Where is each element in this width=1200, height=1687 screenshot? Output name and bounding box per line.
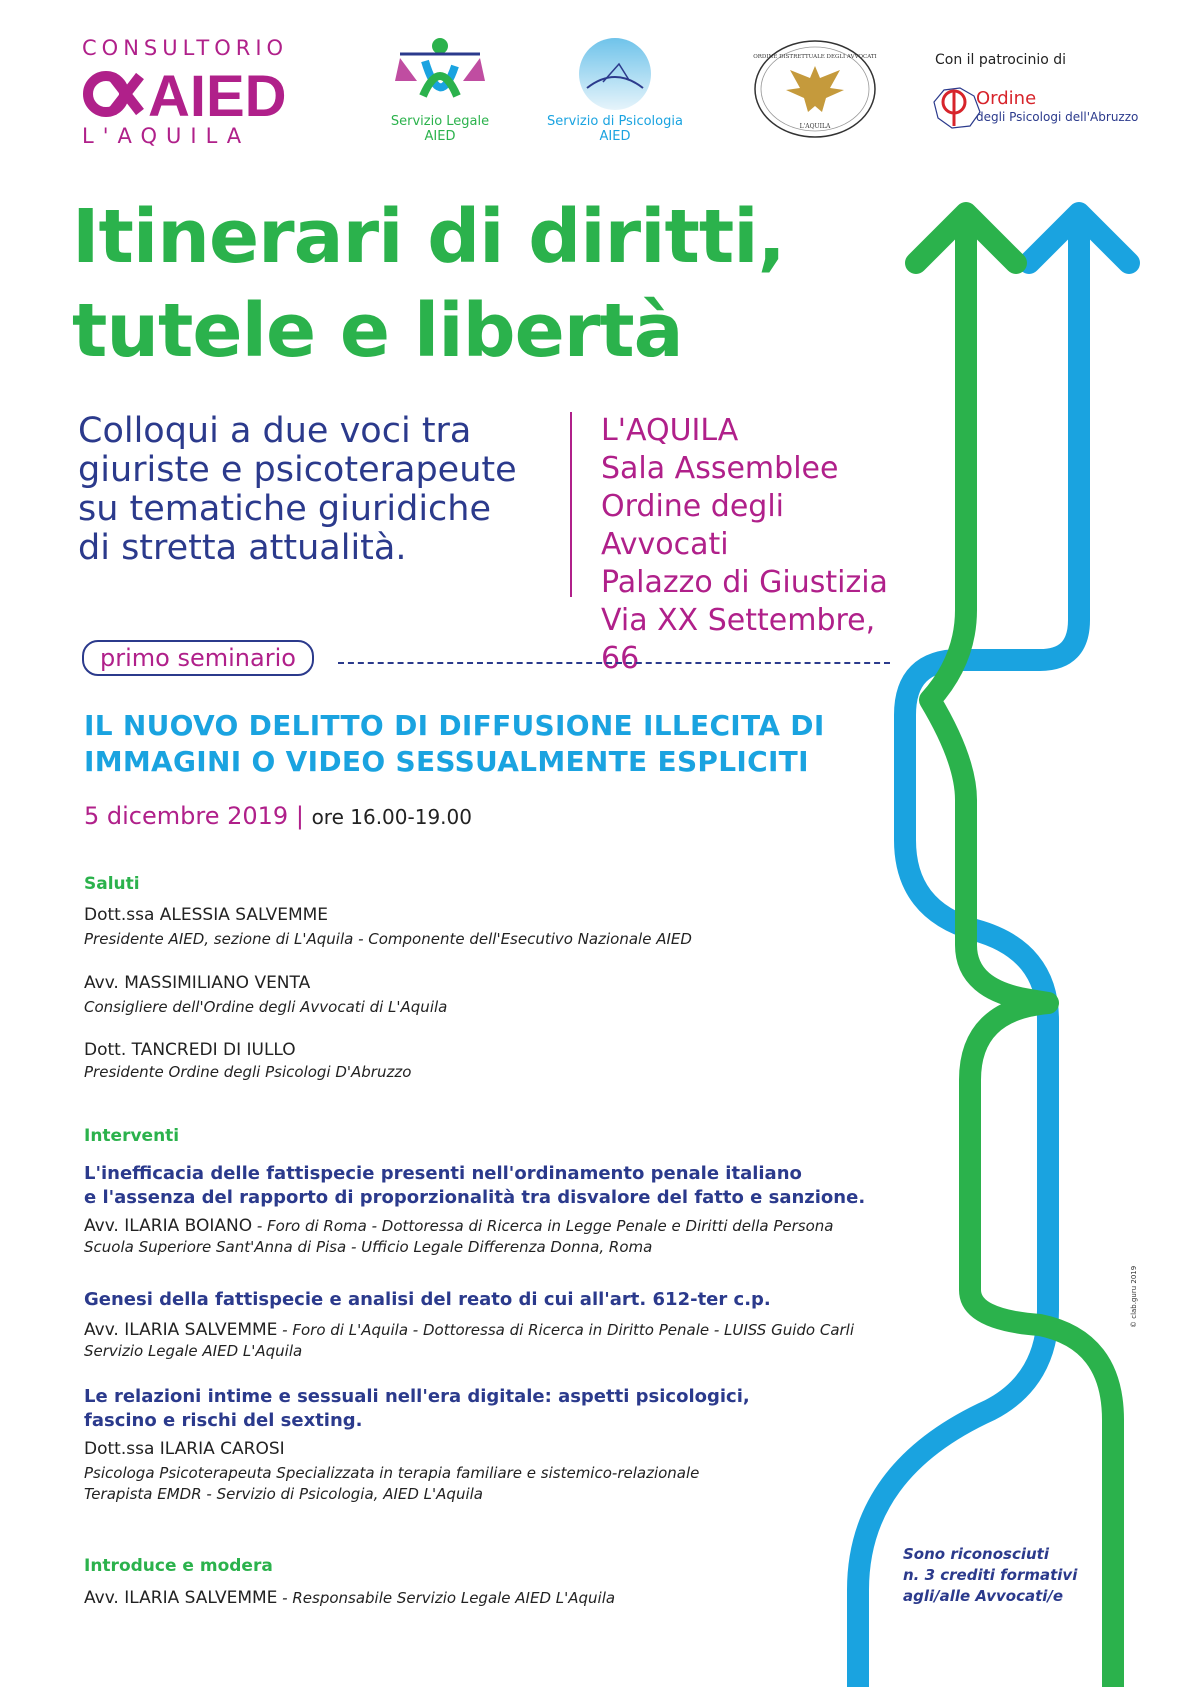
speaker-role-line2: Terapista EMDR - Servizio di Psicologia, AIED L'Aquila	[84, 1485, 483, 1503]
scales-icon	[395, 36, 485, 116]
person-name: MASSIMILIANO VENTA	[124, 973, 311, 993]
seminar-date: 5 dicembre 2019	[84, 802, 289, 830]
moderatore-heading: Introduce e modera	[84, 1556, 273, 1576]
venue-divider	[570, 412, 572, 597]
speaker-role-inline: - Foro di Roma - Dottoressa di Ricerca in Legge Penale e Diritti della Persona	[252, 1217, 834, 1235]
subtitle-line2: giuriste e psicoterapeute	[78, 450, 517, 490]
ordine-psicologi-line2: degli Psicologi dell'Abruzzo	[976, 110, 1139, 124]
servizio-legale-logo	[360, 36, 520, 156]
speaker-role-line2: Servizio Legale AIED L'Aquila	[84, 1342, 303, 1360]
dashed-rule	[338, 662, 890, 664]
servizio-psicologia-caption-2: AIED	[599, 129, 631, 144]
speaker-name: ILARIA BOIANO	[124, 1216, 253, 1236]
side-credit: © clab.guru 2019	[1130, 1265, 1138, 1328]
seminar-time: ore 16.00-19.00	[311, 805, 472, 829]
title-line1: Itinerari di diritti,	[72, 194, 785, 280]
servizio-psicologia-caption-1: Servizio di Psicologia	[547, 114, 683, 129]
talk-title-line2: e l'assenza del rapporto di proporzionalità tra disvalore del fatto e sanzione.	[84, 1187, 866, 1208]
aied-logo-mark	[82, 66, 302, 122]
talk-title-line2: fascino e rischi del sexting.	[84, 1410, 363, 1431]
moderatore-prefix: Avv.	[84, 1588, 125, 1608]
person-prefix: Avv.	[84, 973, 125, 993]
servizio-psicologia-logo	[535, 36, 695, 156]
seal-text-top: ORDINE DISTRETTUALE DEGLI AVVOCATI	[753, 54, 877, 60]
credits-line2: n. 3 crediti formativi	[903, 1566, 1078, 1584]
interventi-heading: Interventi	[84, 1126, 180, 1146]
talk-1	[84, 1162, 924, 1258]
subtitle-line4: di stretta attualità.	[78, 528, 407, 568]
patrocinio-label: Con il patrocinio di	[935, 52, 1067, 68]
talk-3	[84, 1385, 924, 1505]
servizio-legale-caption-1: Servizio Legale	[390, 114, 490, 129]
person-role: Presidente Ordine degli Psicologi D'Abruzzo	[84, 1063, 412, 1081]
title-line2: tutele e libertà	[72, 288, 683, 374]
subtitle-line1: Colloqui a due voci tra	[78, 411, 472, 451]
moderatore-role: - Responsabile Servizio Legale AIED L'Aquila	[277, 1589, 616, 1607]
speaker-prefix: Avv.	[84, 1216, 125, 1236]
talk-title-line1: Genesi della fattispecie e analisi del reato di cui all'art. 612-ter c.p.	[84, 1289, 771, 1310]
person-name: ALESSIA SALVEMME	[159, 905, 329, 925]
seminar-datetime	[84, 802, 472, 830]
saluti-heading: Saluti	[84, 874, 140, 894]
venue-line4: Palazzo di Giustizia	[601, 565, 888, 600]
saluti-person-3	[84, 1040, 864, 1083]
page-title	[72, 190, 922, 378]
ordine-psicologi-line1: Ordine	[976, 88, 1037, 109]
moderatore-name: ILARIA SALVEMME	[124, 1588, 278, 1608]
aied-logo	[82, 36, 322, 151]
date-separator: |	[295, 802, 304, 830]
talk-2	[84, 1288, 924, 1362]
venue-line2: Sala Assemblee	[601, 451, 839, 486]
person-role: Consigliere dell'Ordine degli Avvocati di L'Aquila	[84, 998, 448, 1016]
aied-logo-line1: CONSULTORIO	[82, 36, 289, 60]
seminar-title	[84, 708, 924, 780]
psicologia-icon	[575, 36, 655, 112]
moderatore-line	[84, 1588, 615, 1609]
servizio-legale-caption-2: AIED	[424, 129, 456, 144]
speaker-role-inline: - Foro di L'Aquila - Dottoressa di Ricerca in Diritto Penale - LUISS Guido Carli	[277, 1321, 855, 1339]
speaker-prefix: Avv.	[84, 1320, 125, 1340]
subtitle	[78, 412, 558, 568]
credits-line1: Sono riconosciuti	[903, 1545, 1049, 1563]
credits-note	[903, 1544, 1103, 1607]
ordine-avvocati-seal	[752, 38, 878, 140]
venue-line5: Via XX Settembre, 66	[601, 603, 876, 676]
aied-logo-line3: L'AQUILA	[82, 124, 251, 148]
venue-block	[601, 412, 921, 678]
person-name: TANCREDI DI IULLO	[131, 1040, 296, 1060]
venue-line1: L'AQUILA	[601, 413, 739, 448]
person-role: Presidente AIED, sezione di L'Aquila - Componente dell'Esecutivo Nazionale AIED	[84, 930, 692, 948]
saluti-person-1	[84, 905, 864, 950]
credits-line3: agli/alle Avvocati/e	[903, 1587, 1064, 1605]
talk-title-line1: Le relazioni intime e sessuali nell'era digitale: aspetti psicologici,	[84, 1386, 750, 1407]
talk-title-line1: L'inefficacia delle fattispecie presenti nell'ordinamento penale italiano	[84, 1163, 802, 1184]
subtitle-line3: su tematiche giuridiche	[78, 489, 492, 529]
ordine-psicologi-logo	[930, 82, 1160, 132]
seminar-title-line2: IMMAGINI O VIDEO SESSUALMENTE ESPLICITI	[84, 745, 809, 778]
venue-line3: Ordine degli Avvocati	[601, 489, 785, 562]
person-prefix: Dott.ssa	[84, 905, 160, 925]
speaker-name: ILARIA SALVEMME	[124, 1320, 278, 1340]
eagle-icon	[752, 38, 878, 140]
speaker-prefix: Dott.ssa	[84, 1439, 160, 1459]
seminar-title-line1: IL NUOVO DELITTO DI DIFFUSIONE ILLECITA DI	[84, 709, 825, 742]
seminar-pill: primo seminario	[82, 640, 314, 676]
speaker-name: ILARIA CAROSI	[159, 1439, 285, 1459]
speaker-role-line2: Scuola Superiore Sant'Anna di Pisa - Ufficio Legale Differenza Donna, Roma	[84, 1238, 653, 1256]
person-prefix: Dott.	[84, 1040, 132, 1060]
speaker-role-line1: Psicologa Psicoterapeuta Specializzata in terapia familiare e sistemico-relazionale	[84, 1464, 700, 1482]
seal-text-bottom: L'AQUILA	[799, 123, 831, 130]
saluti-person-2	[84, 973, 864, 1018]
aied-logo-text: AIED	[148, 66, 287, 122]
